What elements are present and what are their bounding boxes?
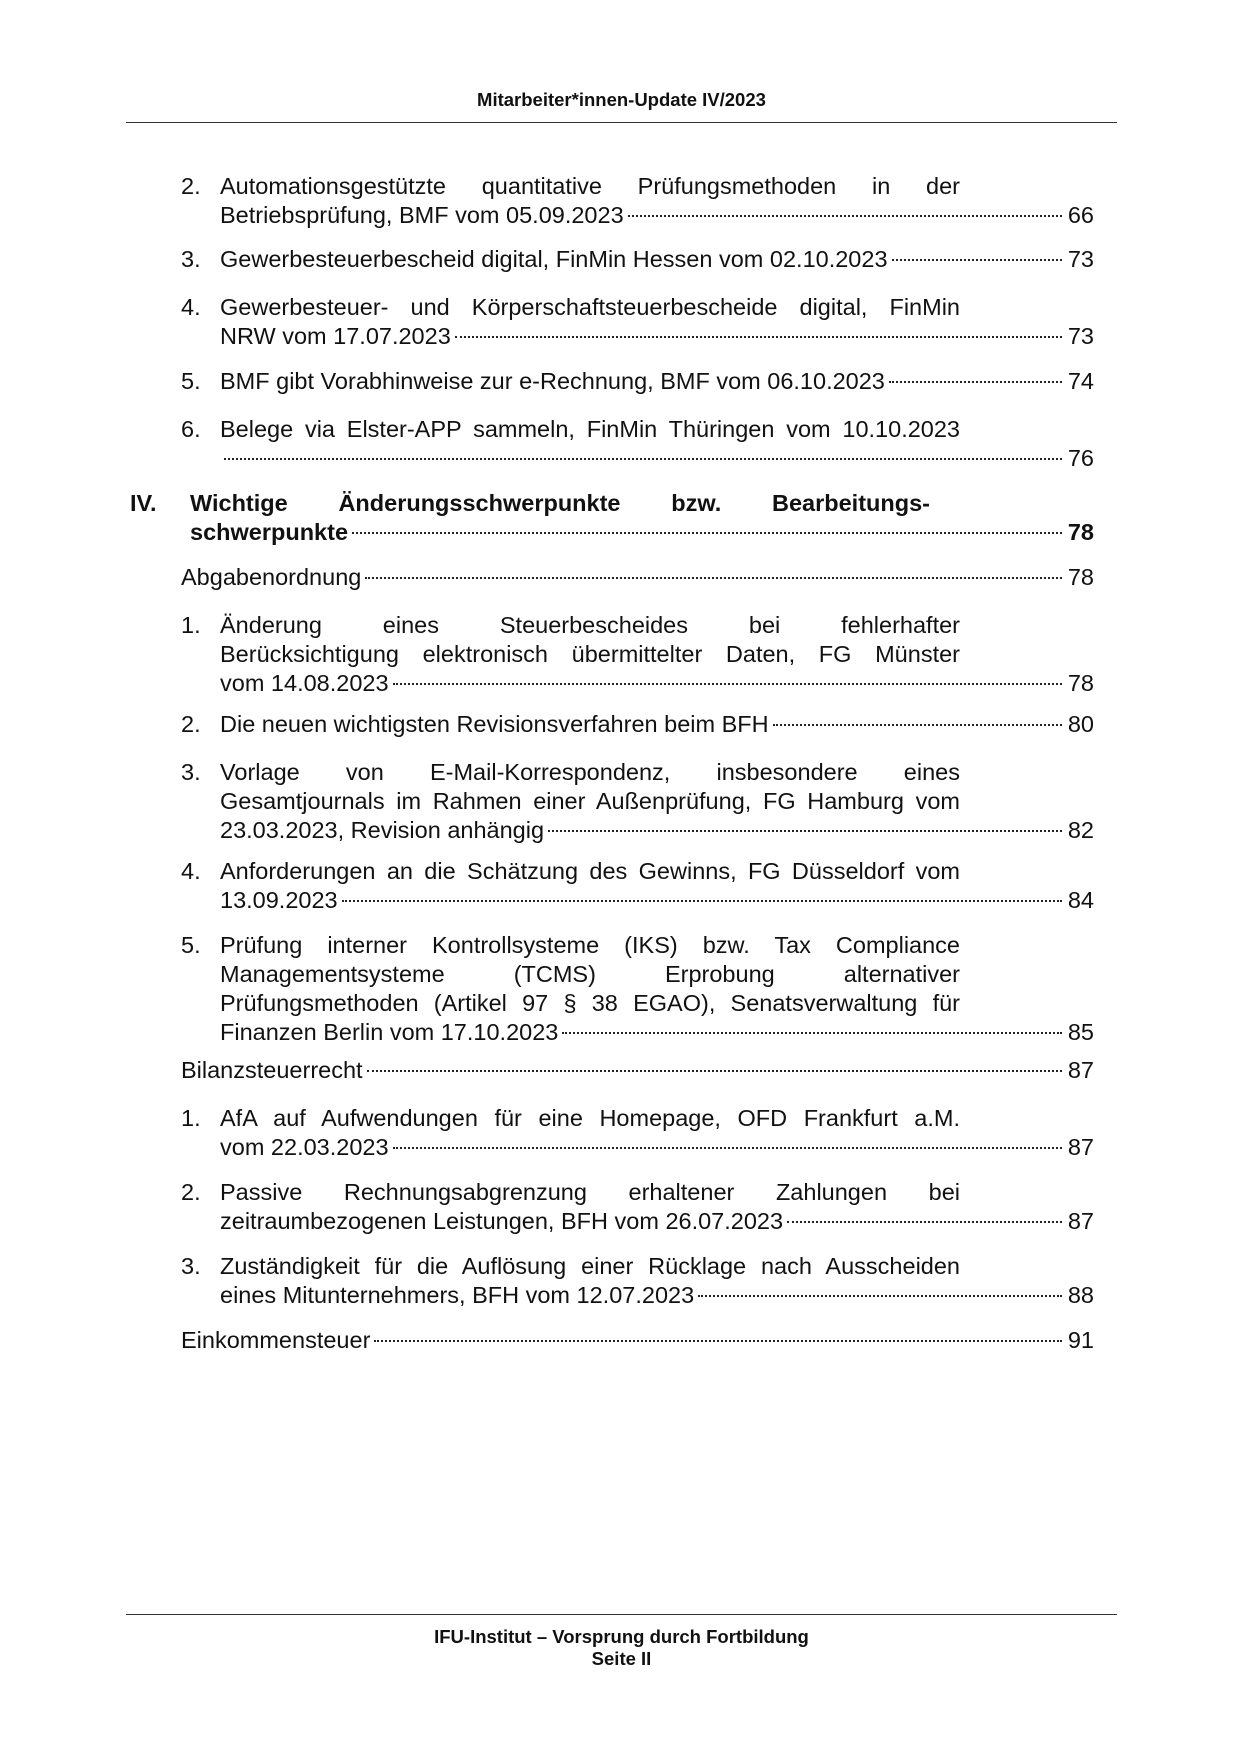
toc-entry-title: NRW vom 17.07.2023 [220, 323, 451, 349]
dot-leader [367, 1070, 1062, 1072]
toc-entry-text-line: Wichtige Änderungsschwerpunkte bzw. Bearbeitungs- [190, 490, 930, 516]
toc-entry-number: 3. [181, 1253, 201, 1279]
dot-leader [787, 1221, 1062, 1223]
header-title: Mitarbeiter*innen-Update IV/2023 [477, 89, 766, 110]
toc-entry-leader-line [220, 710, 1094, 739]
toc-entry[interactable] [181, 172, 1094, 230]
dot-leader [393, 683, 1062, 685]
toc-entry-leader-line [220, 201, 1094, 230]
toc-entry-number: 1. [181, 612, 201, 638]
toc-entry-text-line: Passive Rechnungsabgrenzung erhaltener Zahlungen bei [220, 1179, 960, 1205]
toc-entry[interactable] [181, 1104, 1094, 1162]
toc-entry-body [220, 1252, 1094, 1310]
dot-leader [455, 336, 1062, 338]
toc-entry-leader-line [190, 518, 1094, 547]
toc-entry-number: 1. [181, 1105, 201, 1131]
toc-entry-text-line: Gesamtjournals im Rahmen einer Außenprüfung, FG Hamburg vom [220, 788, 960, 814]
toc-entry-body [181, 563, 1094, 592]
toc-section-heading[interactable] [181, 563, 1094, 592]
toc-page-number: 78 [1067, 564, 1094, 590]
toc-entry-body [220, 293, 1094, 351]
dot-leader [365, 577, 1062, 579]
toc-entry-number: 3. [181, 759, 201, 785]
toc-entry-title: Finanzen Berlin vom 17.10.2023 [220, 1019, 559, 1045]
toc-page-number: 73 [1067, 323, 1094, 349]
toc-page-number: 80 [1067, 711, 1094, 737]
page-footer [126, 1614, 1117, 1670]
toc-entry[interactable] [181, 1252, 1094, 1310]
toc-page-number: 84 [1067, 887, 1094, 913]
dot-leader [224, 458, 1062, 460]
toc-entry-title: Gewerbesteuerbescheid digital, FinMin Hessen vom 02.10.2023 [220, 246, 888, 272]
toc-entry-leader-line [220, 1133, 1094, 1162]
toc-entry-title: vom 14.08.2023 [220, 670, 389, 696]
dot-leader [342, 900, 1062, 902]
toc-entry-leader-line [181, 563, 1094, 592]
footer-institute: IFU-Institut – Vorsprung durch Fortbildung [434, 1626, 809, 1647]
toc-entry-leader-line [220, 1018, 1094, 1047]
toc-entry-text-line: Berücksichtigung elektronisch übermittelter Daten, FG Münster [220, 641, 960, 667]
toc-entry-number: 4. [181, 858, 201, 884]
toc-entry-text-line: Änderung eines Steuerbescheides bei fehlerhafter [220, 612, 960, 638]
toc-page-number: 73 [1067, 246, 1094, 272]
dot-leader [892, 259, 1062, 261]
toc-entry-number: 5. [181, 932, 201, 958]
toc-entry-number: 6. [181, 416, 201, 442]
toc-entry-title: zeitraumbezogenen Leistungen, BFH vom 26.07.2023 [220, 1208, 784, 1234]
toc-entry-leader-line [220, 886, 1094, 915]
toc-entry-title: BMF gibt Vorabhinweise zur e-Rechnung, BMF vom 06.10.2023 [220, 368, 885, 394]
toc-entry-text-line: Prüfungsmethoden (Artikel 97 § 38 EGAO), Senatsverwaltung für [220, 990, 960, 1016]
toc-entry-number: 2. [181, 173, 201, 199]
toc-entry-leader-line [220, 816, 1094, 845]
toc-entry-number: 4. [181, 294, 201, 320]
toc-page-number: 76 [1067, 445, 1094, 471]
toc-entry-title: Betriebsprüfung, BMF vom 05.09.2023 [220, 202, 624, 228]
toc-page-number: 87 [1067, 1208, 1094, 1234]
toc-entry-text-line: Belege via Elster-APP sammeln, FinMin Thüringen vom 10.10.2023 [220, 416, 960, 442]
toc-entry[interactable] [181, 611, 1094, 698]
toc-entry-body [220, 1104, 1094, 1162]
toc-entry-leader-line [220, 1207, 1094, 1236]
toc-entry-title: Bilanzsteuerrecht [181, 1057, 363, 1083]
toc-entry-body [220, 758, 1094, 845]
toc-entry-number: 5. [181, 368, 201, 394]
toc-entry-leader-line [220, 367, 1094, 396]
toc-section-heading[interactable] [181, 1326, 1094, 1355]
toc-entry-text-line: Prüfung interner Kontrollsysteme (IKS) bzw. Tax Compliance [220, 932, 960, 958]
toc-page-number: 74 [1067, 368, 1094, 394]
toc-entry-title: Einkommensteuer [181, 1327, 371, 1353]
toc-entry[interactable] [181, 857, 1094, 915]
toc-entry-title: 13.09.2023 [220, 887, 338, 913]
toc-entry-leader-line [220, 245, 1094, 274]
toc-entry-body [220, 931, 1094, 1047]
toc-entry-title: schwerpunkte [190, 519, 349, 545]
toc-entry-title: vom 22.03.2023 [220, 1134, 389, 1160]
toc-entry-leader-line [181, 1326, 1094, 1355]
toc-entry-body [220, 857, 1094, 915]
toc-entry-text-line: Managementsysteme (TCMS) Erprobung alternativer [220, 961, 960, 987]
toc-entry-number: IV. [130, 490, 157, 516]
toc-page-number: 78 [1067, 670, 1094, 696]
toc-entry-body [220, 710, 1094, 739]
toc-page-number: 91 [1067, 1327, 1094, 1353]
toc-entry[interactable] [181, 710, 1094, 739]
toc-entry-body [220, 1178, 1094, 1236]
toc-entry-text-line: Anforderungen an die Schätzung des Gewinns, FG Düsseldorf vom [220, 858, 960, 884]
toc-entry-leader-line [220, 1281, 1094, 1310]
dot-leader [889, 381, 1062, 383]
dot-leader [374, 1340, 1062, 1342]
toc-entry-text-line: Automationsgestützte quantitative Prüfungsmethoden in der [220, 173, 960, 199]
toc-entry[interactable] [181, 931, 1094, 1047]
toc-entry-number: 3. [181, 246, 201, 272]
toc-entry-number: 2. [181, 1179, 201, 1205]
toc-entry-number: 2. [181, 711, 201, 737]
footer-page-number: Seite II [591, 1648, 652, 1669]
toc-entry[interactable] [181, 758, 1094, 845]
toc-entry-text-line: AfA auf Aufwendungen für eine Homepage, OFD Frankfurt a.M. [220, 1105, 960, 1131]
toc-page-number: 87 [1067, 1057, 1094, 1083]
toc-entry-body [190, 489, 1094, 547]
toc-page-number: 88 [1067, 1282, 1094, 1308]
toc-entry-title: 23.03.2023, Revision anhängig [220, 817, 545, 843]
toc-entry-body [220, 367, 1094, 396]
toc-page-number: 85 [1067, 1019, 1094, 1045]
toc-entry-body [220, 172, 1094, 230]
toc-page-number: 87 [1067, 1134, 1094, 1160]
toc-entry[interactable] [181, 367, 1094, 396]
toc-entry-body [181, 1056, 1094, 1085]
dot-leader [548, 830, 1062, 832]
dot-leader [352, 532, 1062, 534]
toc-page-number: 78 [1067, 519, 1094, 545]
toc-entry-title: eines Mitunternehmers, BFH vom 12.07.2023 [220, 1282, 695, 1308]
toc-entry-title: Abgabenordnung [181, 564, 362, 590]
toc-entry-body [220, 611, 1094, 698]
toc-entry-leader-line [220, 444, 1094, 473]
toc-entry-text-line: Zuständigkeit für die Auflösung einer Rücklage nach Ausscheiden [220, 1253, 960, 1279]
dot-leader [628, 215, 1062, 217]
toc-entry-leader-line [220, 322, 1094, 351]
dot-leader [562, 1032, 1062, 1034]
toc-entry-text-line: Vorlage von E-Mail-Korrespondenz, insbesondere eines [220, 759, 960, 785]
toc-entry-body [181, 1326, 1094, 1355]
dot-leader [698, 1295, 1062, 1297]
toc-entry-leader-line [181, 1056, 1094, 1085]
toc-section-heading[interactable] [181, 1056, 1094, 1085]
toc-entry-text-line: Gewerbesteuer- und Körperschaftsteuerbescheide digital, FinMin [220, 294, 960, 320]
toc-entry[interactable] [181, 415, 1094, 473]
toc-page-number: 82 [1067, 817, 1094, 843]
toc-page-number: 66 [1067, 202, 1094, 228]
toc-entry-title: Die neuen wichtigsten Revisionsverfahren beim BFH [220, 711, 769, 737]
dot-leader [773, 724, 1062, 726]
page-header [126, 88, 1117, 123]
toc-chapter-heading[interactable] [130, 489, 1094, 547]
toc-entry-body [220, 415, 1094, 473]
toc-entry-leader-line [220, 669, 1094, 698]
toc-entry[interactable] [181, 1178, 1094, 1236]
toc-entry-body [220, 245, 1094, 274]
toc-entry[interactable] [181, 293, 1094, 351]
toc-entry[interactable] [181, 245, 1094, 274]
dot-leader [393, 1147, 1062, 1149]
